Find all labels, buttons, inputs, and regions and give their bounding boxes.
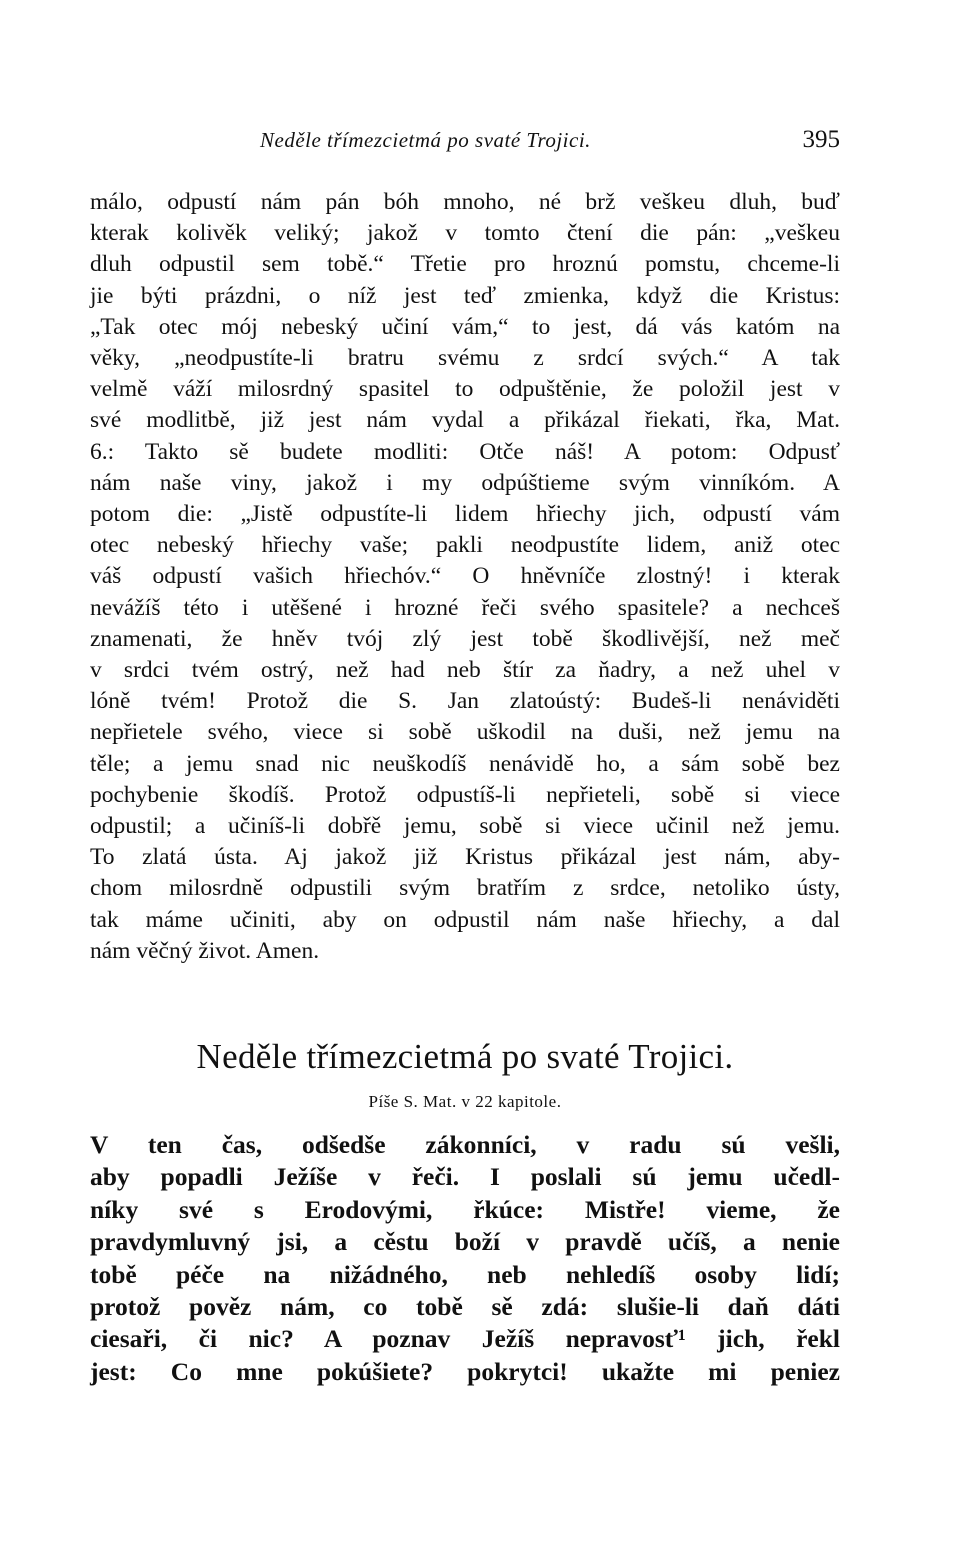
text-line: jie býti prázdni, o níž jest teď zmienka, když die Kristus: bbox=[90, 282, 840, 309]
text-line: To zlatá ústa. Aj jakož již Kristus přikázal jest nám, aby- bbox=[90, 844, 840, 871]
text-line: kterak kolivěk veliký; jakož v tomto čtení die pán: „veškeu bbox=[90, 220, 840, 247]
text-line: nám naše viny, jakož i my odpúštieme svým vinníkóm. A bbox=[90, 469, 840, 496]
text-line: málo, odpustí nám pán bóh mnoho, né brž veškeu dluh, buď bbox=[90, 189, 840, 215]
text-line: velmě váží milosrdný spasitel to odpuštěnie, že položil jest v bbox=[90, 376, 840, 403]
text-line: nepřietele svého, viece si sobě uškodil na duši, než jemu na bbox=[90, 719, 840, 746]
section-title: Neděle třímezcietmá po svaté Trojici. bbox=[196, 1037, 734, 1076]
text-line: chom milosrdně odpustili svým bratřím z srdce, netoliko ústy, bbox=[90, 875, 840, 902]
text-line: pochybenie škodíš. Protož odpustíš-li nepřieteli, sobě si viece bbox=[90, 781, 840, 808]
running-header bbox=[90, 122, 840, 158]
gospel-line: aby popadli Ježíše v řeči. I poslali sú jemu učedl- bbox=[90, 1162, 840, 1192]
text-line: své modlitbě, již jest nám vydal a přikázal řiekati, řka, Mat. bbox=[90, 407, 840, 434]
text-line: otec nebeský hřiechy vaše; pakli neodpustíte lidem, aniž otec bbox=[90, 532, 840, 559]
text-line: dluh odpustil sem tobě.“ Třetie pro hroznú pomstu, chceme-li bbox=[90, 251, 840, 278]
page-number: 395 bbox=[802, 126, 840, 153]
text-line: znamenati, že hněv tvój zlý jest tobě škodlivější, než meč bbox=[90, 625, 840, 652]
gospel-line: jest: Co mne pokúšiete? pokrytci! ukažte mi peniez bbox=[90, 1356, 840, 1386]
scripture-reference: Píše S. Mat. v 22 kapitole. bbox=[368, 1092, 562, 1111]
text-line: tak máme učiniti, aby on odpustil nám naše hřiechy, a dal bbox=[90, 906, 840, 933]
text-line: 6.: Takto sě budete modliti: Otče náš! A potom: Odpusť bbox=[90, 438, 840, 465]
text-line: „Tak otec mój nebeský učiní vám,“ to jest, dá vás katóm na bbox=[90, 313, 840, 340]
text-line: nám věčný život. Amen. bbox=[90, 937, 320, 964]
gospel-line: protož pověz nám, co tobě sě zdá: slušie-li daň dáti bbox=[90, 1292, 840, 1322]
body-text bbox=[90, 187, 840, 967]
text-line: váš odpustí vašich hřiechóv.“ O hněvníče zlostný! i kterak bbox=[90, 563, 840, 590]
text-line: věky, „neodpustíte-li bratru svému z srdcí svých.“ A tak bbox=[90, 345, 840, 372]
text-line: těle; a jemu snad nic neuškodíš nenávidě ho, a sám sobě bez bbox=[90, 750, 840, 777]
text-line: odpustil; a učiníš-li dobřě jemu, sobě si viece učinil než jemu. bbox=[90, 813, 840, 840]
gospel-line: níky své s Erodovými, řkúce: Mistře! vieme, že bbox=[90, 1194, 840, 1224]
gospel-line: V ten čas, odšedše zákonníci, v radu sú vešli, bbox=[90, 1130, 840, 1159]
text-line: v srdci tvém ostrý, než had neb štír za ňadry, a než uhel v bbox=[90, 657, 840, 684]
gospel-line: pravdymluvný jsi, a cěstu boží v pravdě učíš, a nenie bbox=[90, 1227, 840, 1257]
gospel-text bbox=[90, 1129, 840, 1388]
gospel-line: tobě péče na nižádného, neb nehledíš osoby lidí; bbox=[90, 1259, 840, 1289]
running-title: Neděle třímezcietmá po svaté Trojici. bbox=[260, 128, 591, 152]
text-line: nevážíš této i utěšené i hrozné řeči svého spasitele? a nechceš bbox=[90, 594, 840, 621]
gospel-line: ciesaři, či nic? A poznav Ježíš nepravosť¹ jich, řekl bbox=[90, 1324, 840, 1354]
text-line: lóně tvém! Protož die S. Jan zlatoústý: Budeš-li nenáviděti bbox=[90, 688, 840, 715]
text-line: potom die: „Jistě odpustíte-li lidem hřiechy jich, odpustí vám bbox=[90, 501, 840, 528]
